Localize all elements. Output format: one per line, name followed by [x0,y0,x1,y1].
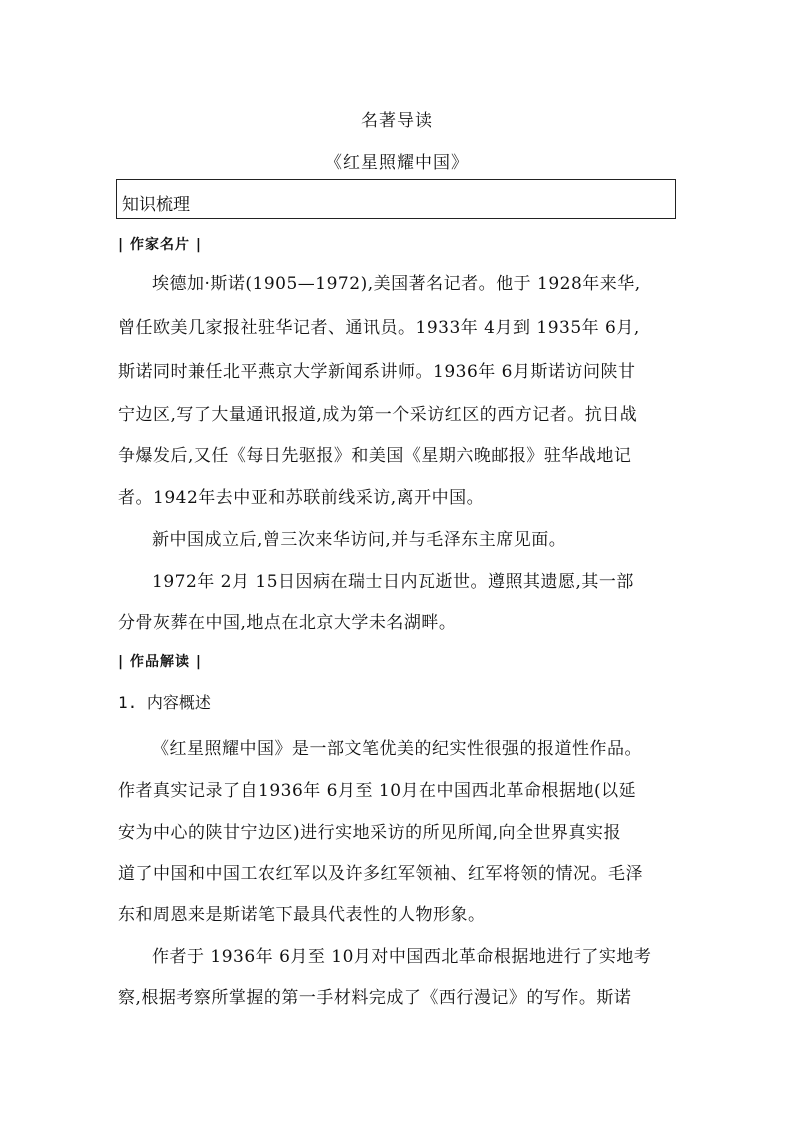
paragraph-line: 曾任欧美几家报社驻华记者、通讯员。1933年 4月到 1935年 6月, [118,318,640,338]
paragraph-line: 《红星照耀中国》是一部文笔优美的纪实性很强的报道性作品。 [152,739,642,759]
knowledge-box-label: 知识梳理 [122,195,190,215]
paragraph-line: 察,根据考察所掌握的第一手材料完成了《西行漫记》的写作。斯诺 [118,988,632,1008]
book-title: 《红星照耀中国》 [325,153,469,173]
paragraph-line: 争爆发后,又任《每日先驱报》和美国《星期六晚邮报》驻华战地记 [118,446,632,466]
item-title: 1. 内容概述 [118,693,211,712]
paragraph-line: 作者于 1936年 6月至 10月对中国西北革命根据地进行了实地考 [152,947,652,967]
paragraph-line: 斯诺同时兼任北平燕京大学新闻系讲师。1936年 6月斯诺访问陕甘 [118,362,636,382]
paragraph-line: 新中国成立后,曾三次来华访问,并与毛泽东主席见面。 [152,530,567,550]
paragraph-line: 道了中国和中国工农红军以及许多红军领袖、红军将领的情况。毛泽 [118,864,643,884]
page-title: 名著导读 [361,111,433,131]
paragraph-line: 者。1942年去中亚和苏联前线采访,离开中国。 [118,488,485,508]
paragraph-line: 安为中心的陕甘宁边区)进行实地采访的所见所闻,向全世界真实报 [118,823,622,843]
paragraph-line: 宁边区,写了大量通讯报道,成为第一个采访红区的西方记者。抗日战 [118,405,638,425]
paragraph-line: 作者真实记录了自1936年 6月至 10月在中国西北革命根据地(以延 [118,781,637,801]
knowledge-box [116,179,676,219]
paragraph-line: 埃德加·斯诺(1905—1972),美国著名记者。他于 1928年来华, [152,274,641,294]
section-tag-author: | 作家名片 | [118,237,202,253]
paragraph-line: 分骨灰葬在中国,地点在北京大学未名湖畔。 [118,613,457,633]
paragraph-line: 1972年 2月 15日因病在瑞士日内瓦逝世。遵照其遗愿,其一部 [152,572,634,592]
paragraph-line: 东和周恩来是斯诺笔下最具代表性的人物形象。 [118,905,486,925]
section-tag-work: | 作品解读 | [118,654,202,670]
